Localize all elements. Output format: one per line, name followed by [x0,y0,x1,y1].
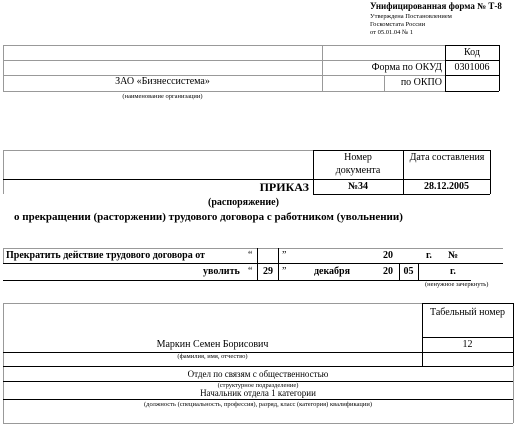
okpo-label: по ОКПО [400,77,442,88]
contract-year-prefix: 20 [383,250,393,261]
doc-number-value: №34 [347,181,369,192]
contract-num-label: № [448,250,459,261]
okud-label: Форма по ОКУД [371,62,442,73]
kod-label: Код [464,47,480,58]
organization-name: ЗАО «Бизнессистема» [115,76,210,87]
department-caption: (структурное подразделение) [217,382,299,389]
form-header-line1: Унифицированная форма № Т-8 [370,1,502,11]
position-caption: (должность (специальность, профессия), разряд, класс (категория) квалификации) [144,401,372,408]
dismiss-day: 29 [263,266,273,277]
employee-name: Маркин Семен Борисович [156,339,269,350]
dismiss-quote-close: ” [282,266,287,277]
organization-caption: (наименование организации) [122,93,203,100]
dismiss-g: г. [450,266,456,277]
doc-date-value: 28.12.2005 [424,181,469,192]
okud-value: 0301006 [454,62,490,73]
form-header-line4: от 05.01.04 № 1 [370,29,414,36]
dismiss-label: уволить [203,266,240,277]
dismiss-month: декабря [313,266,351,277]
tab-number-value: 12 [462,339,473,350]
form-header-line3: Госкомстата России [370,21,426,28]
dismiss-caption: (ненужное зачеркнуть) [425,281,489,288]
doc-date-header: Дата составления [409,152,485,163]
dismiss-year-suffix: 05 [403,266,414,277]
contract-quote-close: ” [282,250,287,261]
dismiss-quote-open: “ [248,266,253,277]
contract-quote-open: “ [248,250,253,261]
employee-name-caption: (фамилия, имя, отчество) [177,353,248,360]
contract-label: Прекратить действие трудового договора от [6,250,205,261]
contract-g: г. [426,250,432,261]
tab-number-header: Табельный номер [429,307,506,318]
employee-department: Отдел по связям с общественностью [187,369,329,379]
rasp-title: (распоряжение) [208,197,279,208]
prikaz-title: ПРИКАЗ [259,180,309,194]
doc-number-header: Номер документа [335,152,381,176]
subtitle: о прекращении (расторжении) трудового договора с работником (увольнении) [14,211,403,223]
dismiss-year-prefix: 20 [383,266,393,277]
employee-position: Начальник отдела 1 категории [200,388,316,398]
form-header-line2: Утверждена Постановлением [370,13,452,20]
